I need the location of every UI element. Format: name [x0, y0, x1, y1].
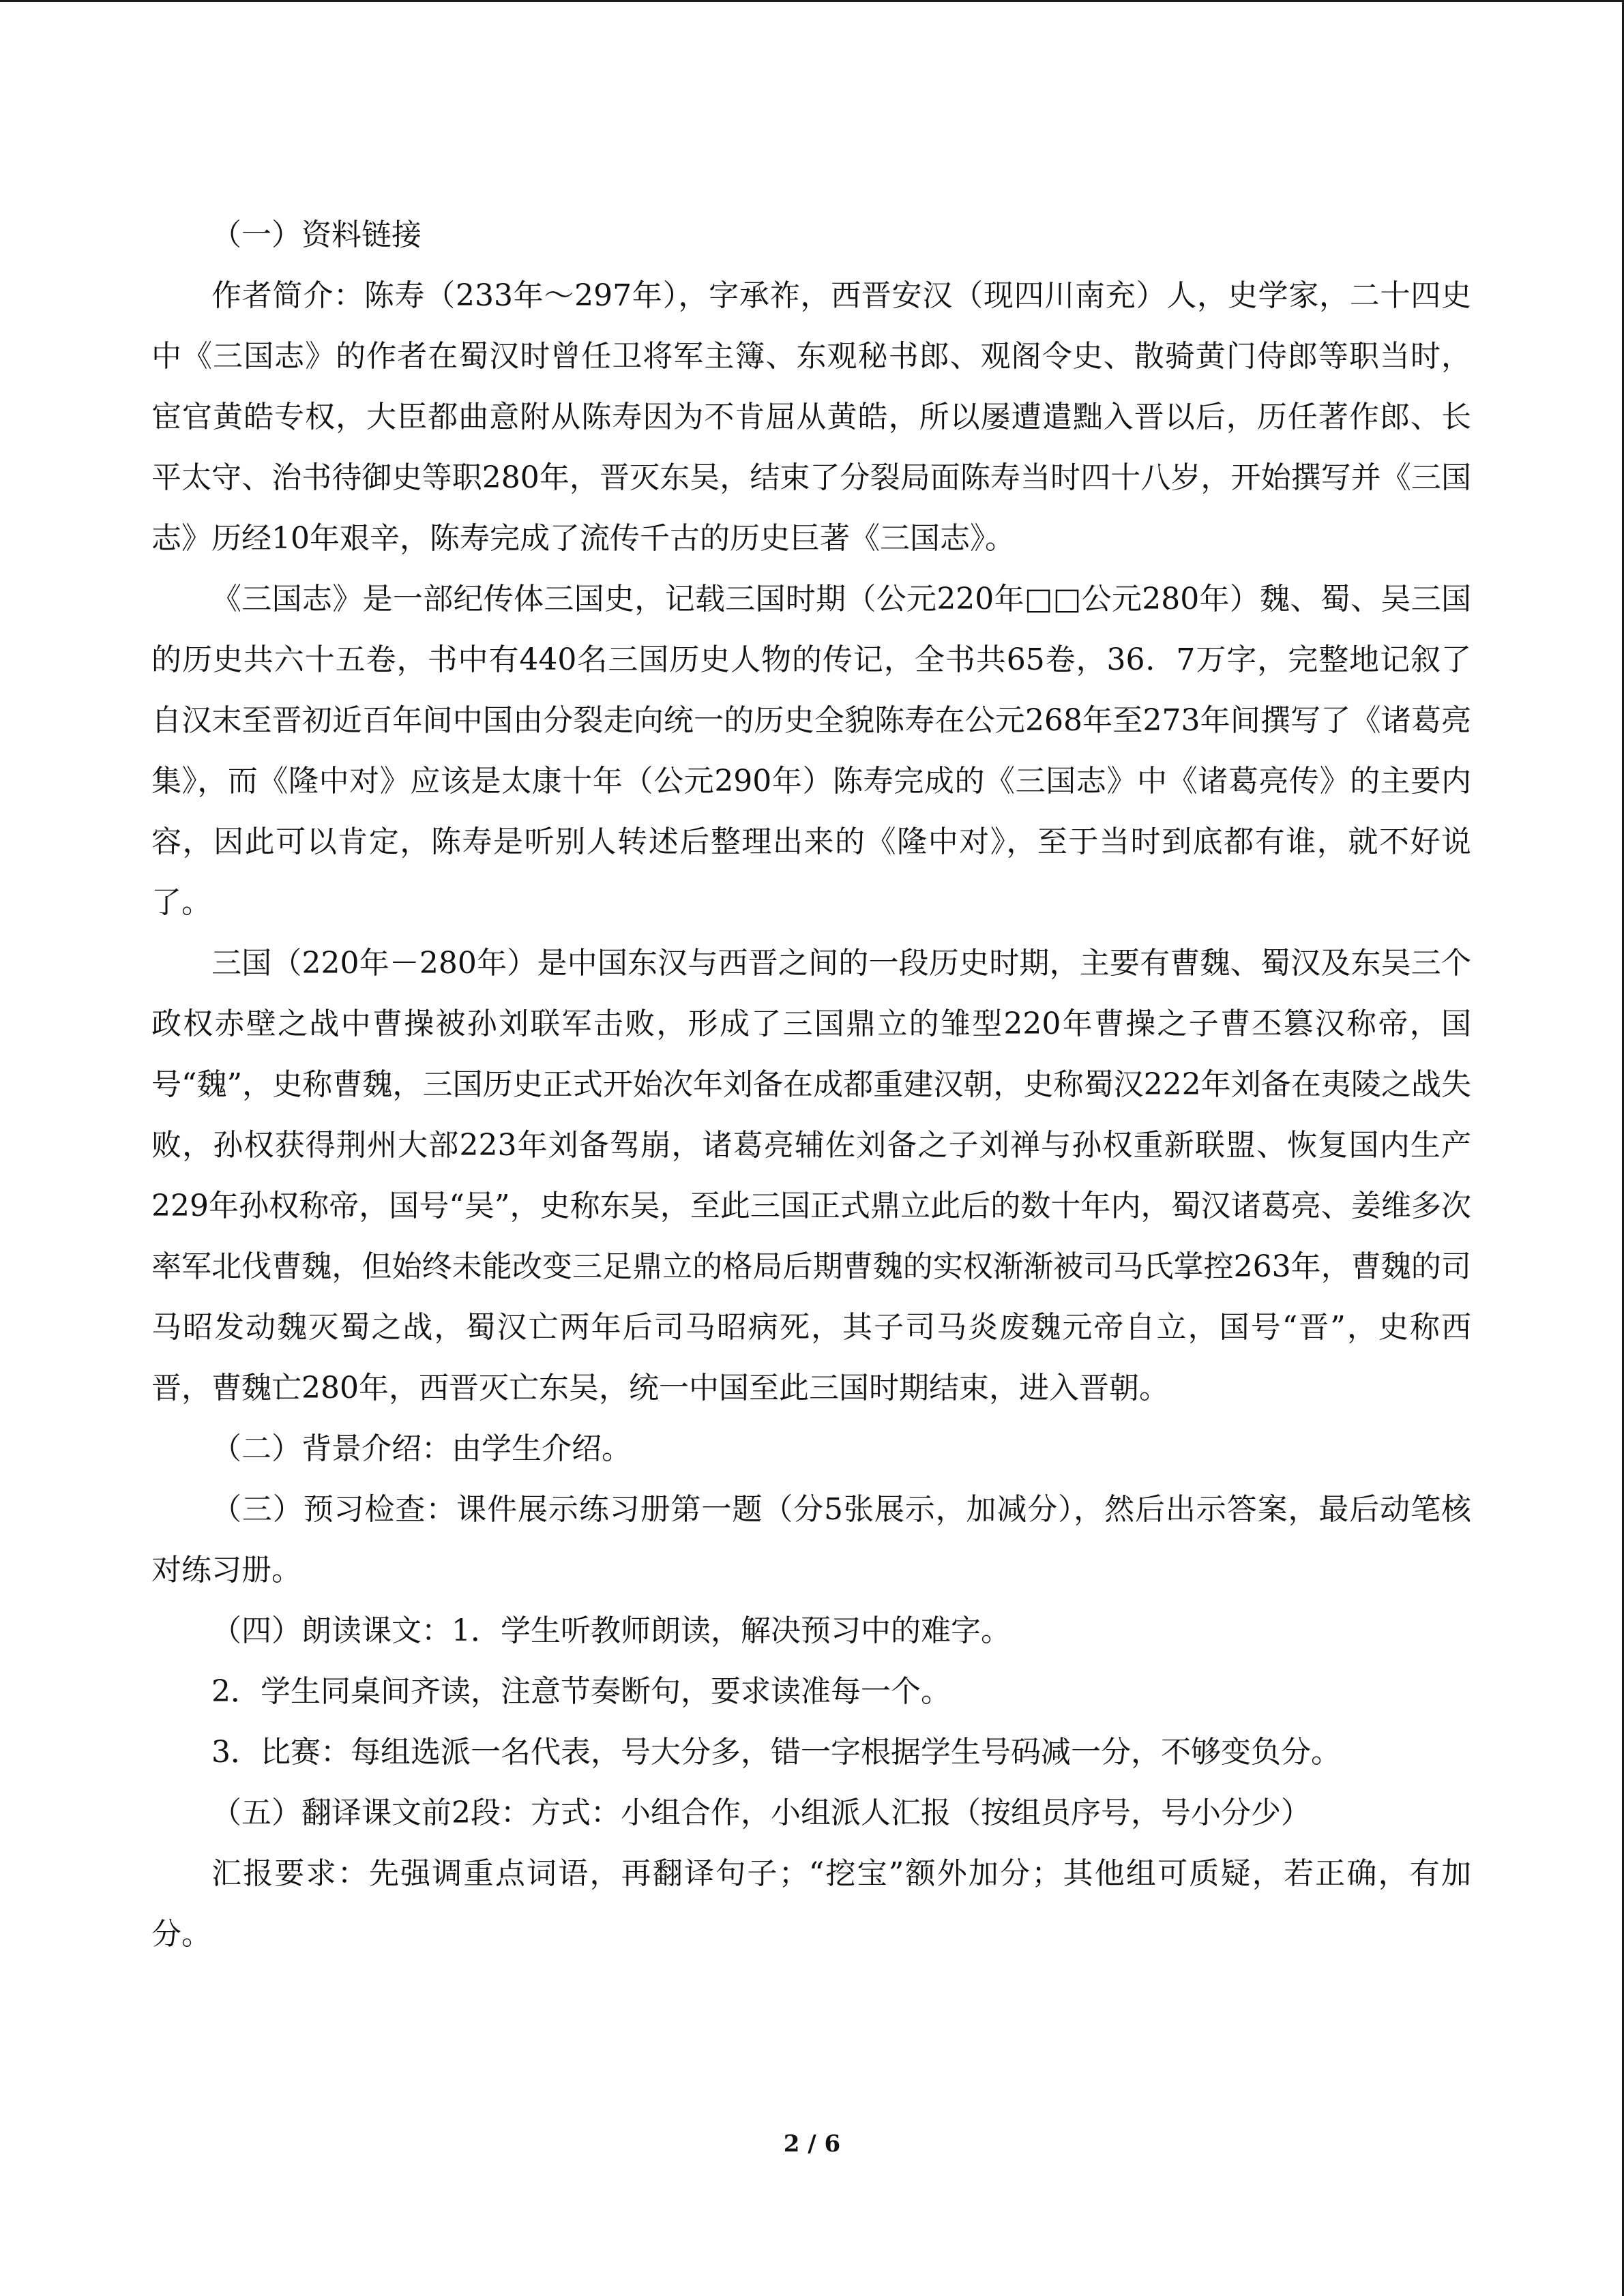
section-preview-check: （三）预习检查：课件展示练习册第一题（分5张展示，加减分），然后出示答案，最后动笔核对练习册。 — [151, 1492, 1471, 1587]
document-body — [151, 205, 1471, 1965]
reading-step-3: 3．比赛：每组选派一名代表，号大分多，错一字根据学生号码减一分，不够变负分。 — [211, 1735, 1341, 1770]
section-translation: （五）翻译课文前2段：方式：小组合作，小组派人汇报（按组员序号，号小分少） — [211, 1795, 1311, 1830]
reading-step-2: 2．学生同桌间齐读，注意节奏断句，要求读准每一个。 — [211, 1674, 951, 1709]
paragraph-three-kingdoms: 三国（220年－280年）是中国东汉与西晋之间的一段历史时期，主要有曹魏、蜀汉及东吴三个政权赤壁之战中曹操被孙刘联军击败，形成了三国鼎立的雏型220年曹操之子曹丕篡汉称帝，国号“魏”，史称曹魏，三国历史正式开始次年刘备在成都重建汉朝，史称蜀汉222年刘备在夷陵之战失败，孙权获得荆州大部223年刘备驾崩，诸葛亮辅佐刘备之子刘禅与孙权重新联盟、恢复国内生产229年孙权称帝，国号“吴”，史称东吴，至此三国正式鼎立此后的数十年内，蜀汉诸葛亮、姜维多次率军北伐曹魏，但始终未能改变三足鼎立的格局后期曹魏的实权渐渐被司马氏掌控263年，曹魏的司马昭发动魏灭蜀之战，蜀汉亡两年后司马昭病死，其子司马炎废魏元帝自立，国号“晋”，史称西晋，曹魏亡280年，西晋灭亡东吴，统一中国至此三国时期结束，进入晋朝。 — [151, 946, 1471, 1405]
paragraph-author-intro: 作者简介：陈寿（233年～297年），字承祚，西晋安汉（现四川南充）人，史学家，二十四史中《三国志》的作者在蜀汉时曾任卫将军主簿、东观秘书郎、观阁令史、散骑黄门侍郎等职当时，宦官黄皓专权，大臣都曲意附从陈寿因为不肯屈从黄皓，所以屡遭遣黜入晋以后，历任著作郎、长平太守、治书待御史等职280年，晋灭东吴，结束了分裂局面陈寿当时四十八岁，开始撰写并《三国志》历经10年艰辛，陈寿完成了流传千古的历史巨著《三国志》。 — [151, 278, 1471, 556]
section-background: （二）背景介绍：由学生介绍。 — [211, 1431, 632, 1466]
top-border-line — [0, 0, 1624, 2]
report-requirements: 汇报要求：先强调重点词语，再翻译句子；“挖宝”额外加分；其他组可质疑，若正确，有加分。 — [151, 1856, 1471, 1952]
section-reading: （四）朗读课文：1．学生听教师朗读，解决预习中的难字。 — [211, 1613, 1011, 1648]
page-number: 2 / 6 — [783, 2130, 841, 2158]
section-heading-resources: （一）资料链接 — [211, 218, 422, 252]
paragraph-sanguozhi: 《三国志》是一部纪传体三国史，记载三国时期（公元220年□□公元280年）魏、蜀、吴三国的历史共六十五卷，书中有440名三国历史人物的传记，全书共65卷，36．7万字，完整地记叙了自汉末至晋初近百年间中国由分裂走向统一的历史全貌陈寿在公元268年至273年间撰写了《诸葛亮集》，而《隆中对》应该是太康十年（公元290年）陈寿完成的《三国志》中《诸葛亮传》的主要内容，因此可以肯定，陈寿是听别人转述后整理出来的《隆中对》，至于当时到底都有谁，就不好说了。 — [151, 582, 1471, 920]
